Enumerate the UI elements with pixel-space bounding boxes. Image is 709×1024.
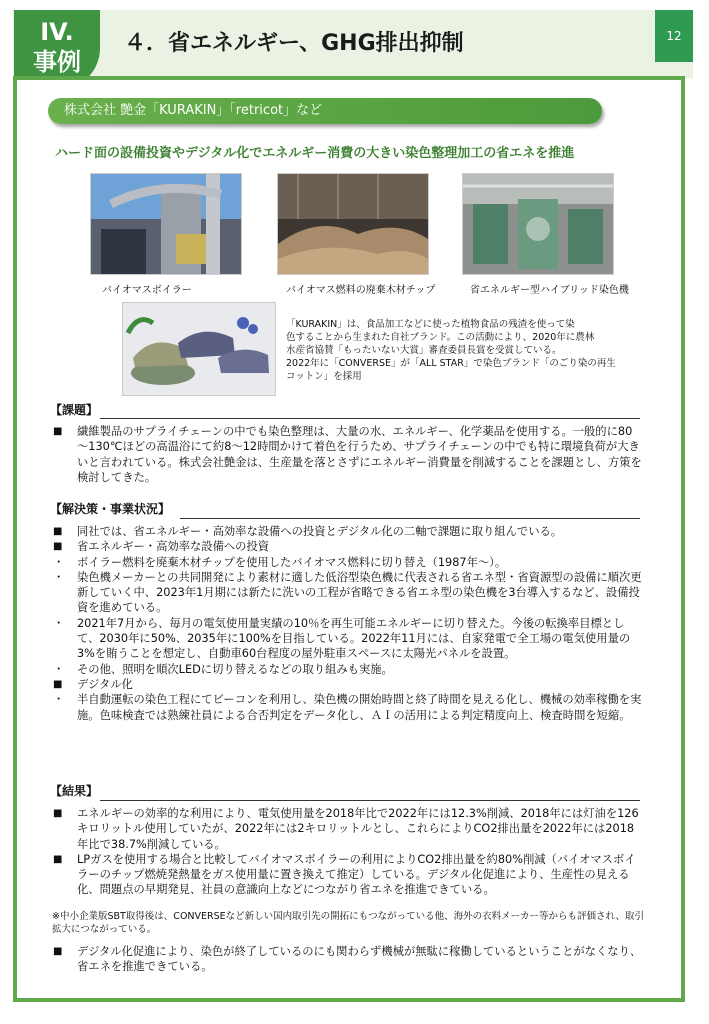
photo-caption-2: バイオマス燃料の廃棄木材チップ [286,285,436,296]
list-item-text: デジタル化促進により、染色が終了しているのにも関わらず機械が無駄に稼働しているということがなくなり、省エネを推進できている。 [77,945,642,974]
list-item [53,555,643,570]
solutions-list [53,524,643,723]
solutions-heading: 【解決策・事業状況】 [50,502,171,516]
list-item-text: その他、照明を順次LEDに切り替えるなどの取り組みも実施。 [77,662,393,676]
dot-bullet-icon: ・ [53,693,65,707]
square-bullet-icon: ■ [53,808,63,819]
list-item [53,677,643,692]
list-item-text: ボイラー燃料を廃棄木材チップを使用したバイオマス燃料に切り替え（1987年～）。 [77,555,507,569]
photo-caption-1: バイオマスボイラー [102,285,192,296]
square-bullet-icon: ■ [53,526,63,537]
list-item-text: エネルギーの効率的な利用により、電気使用量を2018年比で2022年には12.3%削減、2018年には灯油を126キロリットル使用していたが、2022年には2キロリットルとし、これらによりCO2排出量を2022年には2018年比で38.7%削減している。 [77,807,639,851]
results-list [53,806,643,898]
list-item-text: 染色機メーカーとの共同開発により素材に適した低浴型染色機に代表される省エネ型・省資源型の設備に順次更新していく中、2023年1月期には新たに洗いの工程が省略できる省エネ型の染色機を3台導入するなど、設備投資を進めている。 [77,570,642,615]
wood-chip-photo [277,173,429,275]
dot-bullet-icon: ・ [53,616,65,630]
list-item-text: デジタル化 [77,677,133,691]
list-item-text: 省エネルギー・高効率な設備への投資 [77,540,270,554]
list-item [53,944,643,975]
issues-divider [100,418,640,419]
results-divider [100,800,640,801]
brand-description [286,318,616,383]
list-item [53,692,643,723]
square-bullet-icon: ■ [53,541,63,553]
issues-list [53,424,643,485]
list-item [53,852,643,898]
dyeing-machine-photo [462,173,614,275]
dot-bullet-icon: ・ [53,570,65,584]
description-line: 「KURAKIN」は、食品加工などに使った植物食品の残渣を使って染 [286,319,575,330]
list-item-text: 2021年7月から、毎月の電気使用量実績の10％を再生可能エネルギーに切り替えた。今後の転換率目標として、2030年に50%、2035年に100%を目指している。2022年11月には、自家発電で全工場の電気使用量の3%を賄うことを想定し、自動車60台程度の屋外駐車スペースに太陽光パネルを設置。 [77,616,631,661]
sneakers-photo [122,302,276,396]
description-line: 色することから生まれた自社ブランド。この活動により、2020年に農林 [286,332,595,343]
description-line: 水産省協賛「もったいない大賞」審査委員長賞を受賞している。 [286,345,562,356]
square-bullet-icon: ■ [53,946,63,957]
page-number: 12 [655,10,693,62]
list-item-text: 半自動運転の染色工程にてビーコンを利用し、染色機の開始時間と終了時間を見える化し、機械の効率稼働を実施。色味検査では熟練社員による合否判定をデータ化し、ＡＩの活用による判定精度向上、検査時間を短縮。 [77,693,642,722]
photo-caption-3: 省エネルギー型ハイブリッド染色機 [470,285,629,296]
results-final [53,944,643,975]
square-bullet-icon: ■ [53,678,63,690]
list-item-text: 同社では、省エネルギー・高効率な設備への投資とデジタル化の二軸で課題に取り組んでいる。 [77,525,563,538]
description-line: 2022年に「CONVERSE」が「ALL STAR」で染色ブランド「のごり染の再生 [286,358,616,369]
page-title: ４．省エネルギー、GHG排出抑制 [124,31,464,56]
dot-bullet-icon: ・ [53,555,65,569]
results-heading: 【結果】 [50,784,99,798]
square-bullet-icon: ■ [53,853,63,865]
solutions-divider [180,518,640,519]
list-item-text: 繊維製品のサプライチェーンの中でも染色整理は、大量の水、エネルギー、化学薬品を使用する。一般的に80～130℃ほどの高温浴にて約8～12時間かけて着色を行うため、サプライチェーンの中でも特に環境負荷が大きいと言われている。株式会社艶金は、生産量を落とさずにエネルギー消費量を削減することを課題とし、方策を検討してきた。 [77,425,642,484]
list-item [53,806,643,852]
issues-heading: 【課題】 [50,403,99,417]
list-item [53,662,643,677]
list-item [53,616,643,662]
square-bullet-icon: ■ [53,426,63,437]
list-item [53,524,643,539]
section-badge: IV. 事例 [14,10,100,90]
biomass-boiler-photo [90,173,242,275]
dot-bullet-icon: ・ [53,662,65,676]
list-item [53,570,643,616]
case-subtitle: ハード面の設備投資やデジタル化でエネルギー消費の大きい染色整理加工の省エネを推進 [55,146,575,161]
description-line: コットン」を採用 [286,371,362,382]
list-item-text: LPガスを使用する場合と比較してバイオマスボイラーの利用によりCO2排出量を約80%削減（バイオマスボイラーのチップ燃焼発熱量をガス使用量に置き換えて推定）している。デジタル化促進により、生産性の見える化、問題点の早期発見、社員の意識向上などにつながり省エネを推進できている。 [77,852,636,897]
list-item [53,424,643,485]
list-item [53,539,643,554]
footnote: ※中小企業版SBT取得後は、CONVERSEなど新しい国内取引先の開拓にもつながっている他、海外の衣料メーカー等からも評価され、取引拡大につながっている。 [52,911,645,935]
company-name-banner: 株式会社 艶金「KURAKIN」「retricot」など [48,98,602,124]
